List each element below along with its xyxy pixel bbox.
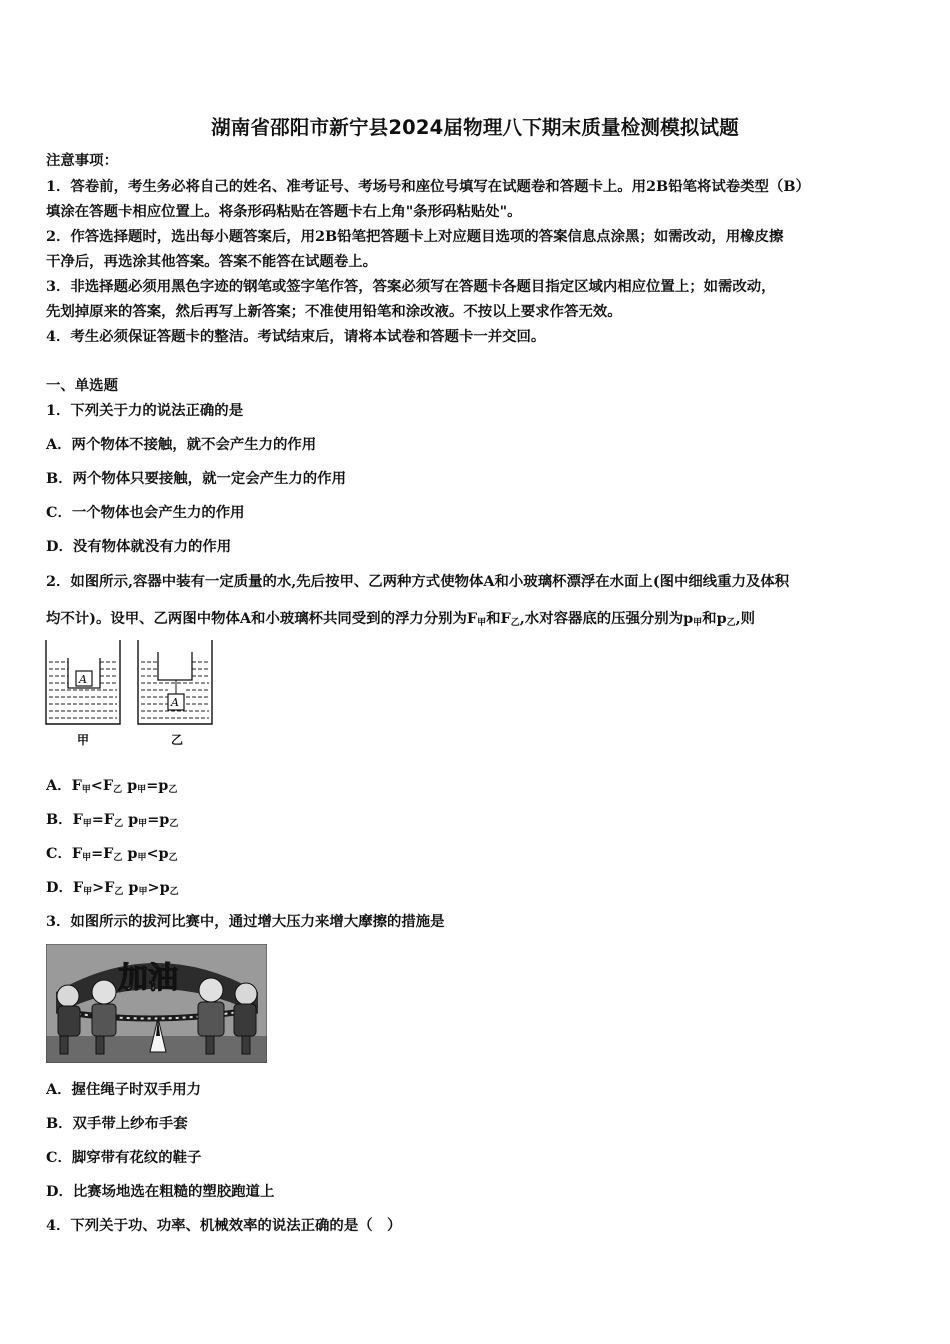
q2-option-a: A．$F_甲<F_乙$ $p_甲=p_乙$ (46, 777, 178, 795)
tug-of-war-illustration (46, 944, 267, 1063)
q1-option-c: C．一个物体也会产生力的作用 (46, 504, 245, 521)
notice-line: 填涂在答题卡相应位置上。将条形码粘贴在答题卡右上角"条形码粘贴处"。 (46, 203, 522, 220)
page-title: 湖南省邵阳市新宁县2024届物理八下期末质量检测模拟试题 (211, 116, 739, 139)
q1-option-d: D．没有物体就没有力的作用 (46, 538, 232, 555)
object-a-label: A (171, 696, 179, 709)
notice-line: 先划掉原来的答案，然后再写上新答案；不准使用铅笔和涂改液。不按以上要求作答无效。 (46, 303, 622, 320)
q3-option-b: B．双手带上纱布手套 (46, 1115, 188, 1132)
q2-container-figure (44, 638, 216, 730)
q1-stem: 1．下列关于力的说法正确的是 (46, 402, 244, 419)
fig-label-yi: 乙 (171, 733, 184, 747)
notice-heading: 注意事项： (46, 152, 118, 169)
q2-option-b: B．$F_甲=F_乙$ $p_甲=p_乙$ (46, 811, 179, 829)
q3-option-c: C．脚穿带有花纹的鞋子 (46, 1149, 202, 1166)
q4-stem: 4．下列关于功、功率、机械效率的说法正确的是（ ） (46, 1217, 402, 1234)
section-heading: 一、单选题 (46, 377, 118, 394)
object-a-label: A (79, 673, 87, 686)
q2-stem-line2: 均不计)。设甲、乙两图中物体A和小玻璃杯共同受到的浮力分别为$F_甲$和$F_乙$,水对容器底的压强分别为$p_甲$和$p_乙$,则 (46, 610, 756, 628)
q1-option-b: B．两个物体只要接触，就一定会产生力的作用 (46, 470, 346, 487)
fig-label-jia: 甲 (77, 733, 90, 747)
q3-option-d: D．比赛场地选在粗糙的塑胶跑道上 (46, 1183, 275, 1200)
banner-text: 加油 (118, 961, 178, 996)
notice-line: 4．考生必须保证答题卡的整洁。考试结束后，请将本试卷和答题卡一并交回。 (46, 328, 546, 345)
notice-line: 1．答卷前，考生务必将自己的姓名、准考证号、考场号和座位号填写在试题卷和答题卡上。用2B铅笔将试卷类型（B） (46, 178, 810, 195)
glass-cup-yi (158, 652, 192, 680)
q2-option-c: C．$F_甲=F_乙$ $p_甲<p_乙$ (46, 845, 178, 863)
notice-line: 干净后，再选涂其他答案。答案不能答在试题卷上。 (46, 253, 377, 270)
q2-stem-line1: 2．如图所示,容器中装有一定质量的水,先后按甲、乙两种方式使物体A和小玻璃杯漂浮在水面上(图中细线重力及体积 (46, 573, 790, 590)
q1-option-a: A．两个物体不接触，就不会产生力的作用 (46, 436, 317, 453)
q3-stem: 3．如图所示的拔河比赛中，通过增大压力来增大摩擦的措施是 (46, 913, 445, 930)
q3-option-a: A．握住绳子时双手用力 (46, 1081, 202, 1098)
notice-line: 3．非选择题必须用黑色字迹的钢笔或签字笔作答，答案必须写在答题卡各题目指定区域内相应位置上；如需改动， (46, 278, 776, 295)
notice-line: 2．作答选择题时，选出每小题答案后，用2B铅笔把答题卡上对应题目选项的答案信息点涂黑；如需改动，用橡皮擦 (46, 228, 784, 245)
q2-option-d: D．$F_甲>F_乙$ $p_甲>p_乙$ (46, 879, 179, 897)
